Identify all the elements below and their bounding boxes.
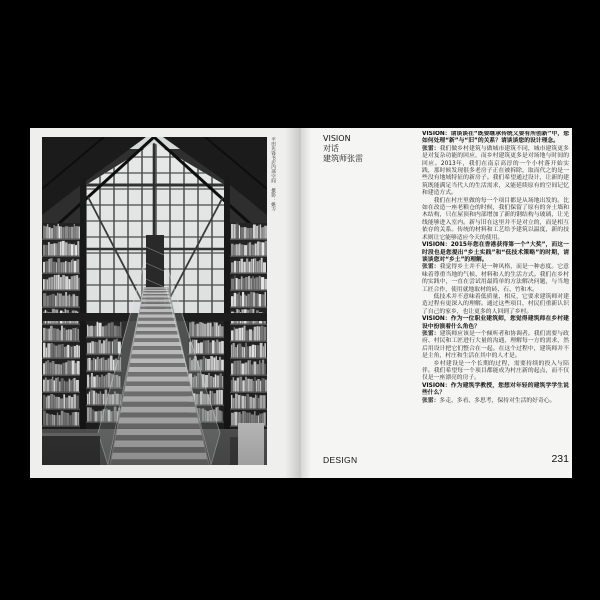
- speaker-label: 张雷：: [422, 397, 440, 404]
- answer-text: 我们做乡村建筑与做城市建筑不同，城市建筑更多是对复杂功能的回应，而乡村建筑更多是对场地与时间的回应。2013年，我们在南京高淳的一个小村落开始实践，那时候发现很多老房子正在被拆除，取而代之的是一些没有地域特征的新房子。我们希望通过设计，让新的建筑既能满足当代人的生活需求，又能延续原有的空间记忆和建造方式。: [422, 145, 569, 197]
- library-interior-photo: [42, 137, 267, 465]
- page-number: 231: [551, 453, 569, 465]
- photo-credit: 摄影：姚力: [270, 188, 276, 212]
- interview-body: [422, 131, 569, 449]
- heading-line-1: 对话: [323, 144, 339, 153]
- gutter-shadow-left: [285, 128, 301, 478]
- interview-question: [422, 242, 569, 264]
- answer-continuation: [422, 198, 569, 242]
- question-text: 作为建筑学教授，您想对年轻的建筑学学生说些什么？: [422, 382, 569, 397]
- question-text: 作为一位职业建筑师，您觉得建筑师在乡村建设中扮演着什么角色？: [422, 316, 569, 330]
- answer-continuation: [422, 294, 569, 316]
- answer-text: 低技术并不意味着低质量，相反，它要求建筑师对建造过程有更深入的理解。通过这些项目，村民们重新认识了自己的家乡，也让更多的人回到了乡村。: [422, 293, 569, 315]
- question-text: 请谈谈在“既要继承传统又要有所创新”中，您如何处理“新”与“旧”的关系？请谈谈您的设计理念。: [422, 131, 569, 145]
- right-page: [301, 128, 572, 478]
- answer-text: 多走、多看、多思考，保持对生活的好奇心。: [439, 397, 556, 404]
- heading-line-2: 建筑师张雷: [323, 154, 363, 163]
- answer-text: 建筑师应该是一个倾听者和协调者。我们需要与政府、村民和工匠进行大量的沟通，理解每一方的需求，然后用设计把它们整合在一起。在这个过程中，建筑师并不是主角，村庄和生活在其中的人才是。: [422, 330, 569, 360]
- left-page: [30, 128, 301, 478]
- speaker-label: VISION：: [422, 382, 451, 389]
- answer-text: 我觉得乡土并不是一种风格，而是一种态度。它意味着尊重当地的气候、材料和人的生活方式。我们在乡村的实践中，一直在尝试用最简单的方法解决问题，与当地工匠合作，使用就地取材的砖、石、竹和木。: [422, 264, 569, 293]
- interview-question: [422, 316, 569, 331]
- speaker-label: 张雷：: [422, 330, 440, 337]
- speaker-label: 张雷：: [422, 264, 440, 271]
- caption-text: 平田先锋书店内部空间: [270, 137, 276, 183]
- interview-question: [422, 383, 569, 398]
- interview-answer: [422, 331, 569, 361]
- article-heading: [323, 134, 363, 164]
- answer-text: 乡村建设是一个长期的过程，需要持续的投入与陪伴。我们希望每一个项目都能成为村庄新的起点，而不仅仅是一座漂亮的房子。: [422, 360, 569, 382]
- magazine-spread: [30, 128, 572, 478]
- interview-question: [422, 131, 569, 146]
- answer-text: 我们在村庄里做的每一个项目都是从场地出发的。比如在改造一座老粮仓的时候，我们保留了原有的夯土墙和木结构，只在屋顶和内部增加了新的钢结构与玻璃，让光线能够进入室内。新与旧在这里并不是对立的，而是相互依存的关系。传统的材料和工艺给予建筑以温度，新的技术则让它能够适应今天的使用。: [422, 197, 569, 241]
- heading-kicker: VISION: [323, 134, 351, 143]
- interview-answer: [422, 146, 569, 198]
- answer-continuation: [422, 361, 569, 383]
- speaker-label: VISION：: [422, 131, 451, 137]
- speaker-label: VISION：: [422, 242, 451, 249]
- speaker-label: 张雷：: [422, 145, 440, 152]
- interview-answer: [422, 264, 569, 294]
- speaker-label: VISION：: [422, 316, 451, 323]
- question-text: 2015年您在香港获得第一个“大奖”，而这一时段也是您提出“乡土实践”和“低技术策略”的时期，请谈谈您对“乡土”的理解。: [422, 242, 569, 263]
- footer-section-label: DESIGN: [323, 455, 358, 465]
- photo-vignette: [42, 137, 267, 465]
- interview-answer: [422, 398, 569, 405]
- photo-caption: [270, 137, 276, 227]
- gutter-shadow-right: [301, 128, 311, 478]
